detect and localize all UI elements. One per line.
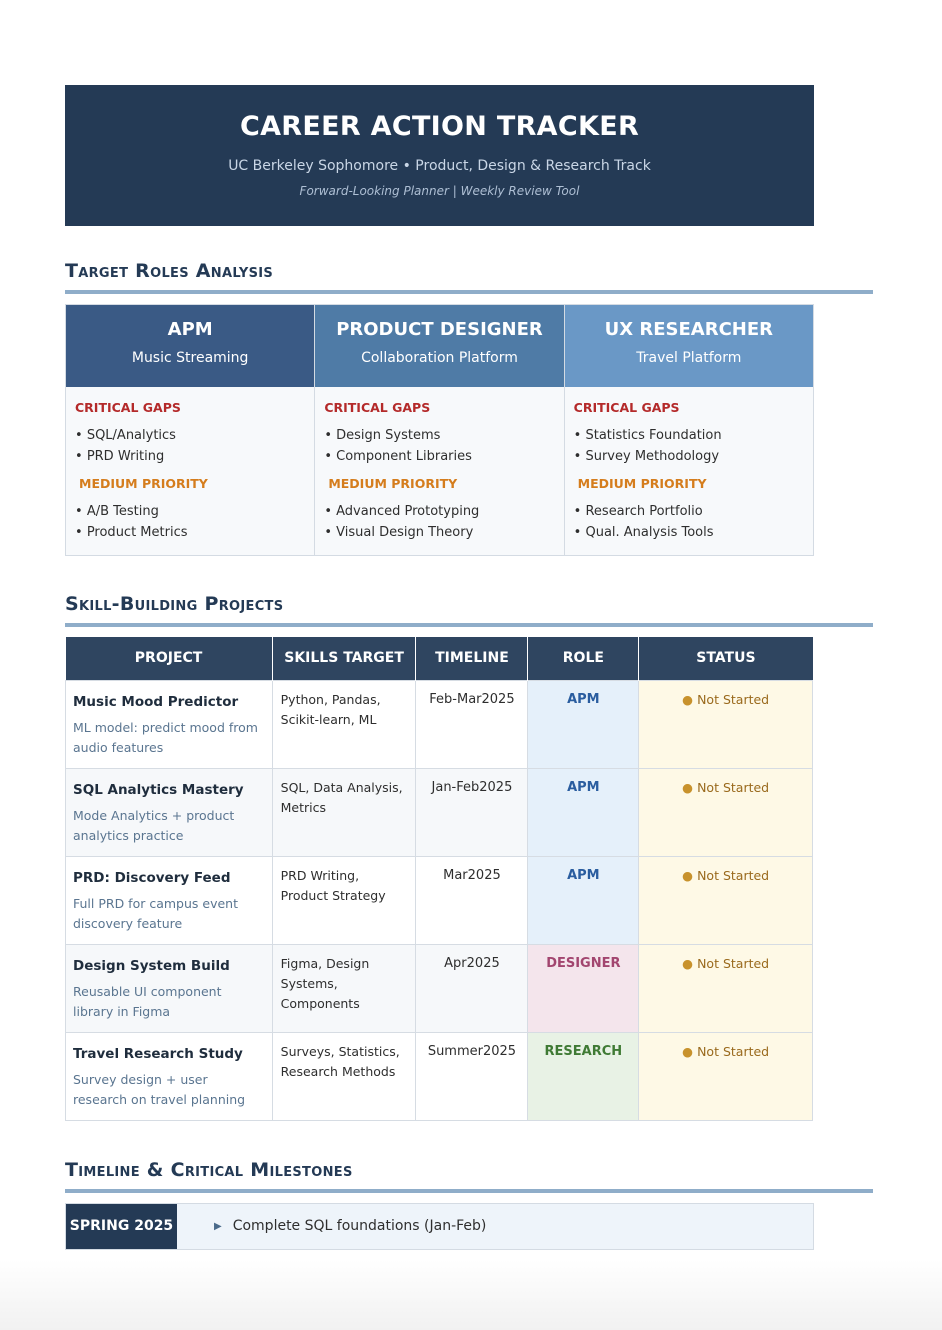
list-item: • PRD Writing — [75, 446, 305, 467]
project-name: Music Mood Predictor — [73, 693, 239, 710]
role-card-ux-researcher — [565, 305, 813, 555]
list-item: • Advanced Prototyping — [324, 501, 554, 522]
section-title-projects: Skill-Building Projects — [65, 593, 284, 615]
list-item: • Qual. Analysis Tools — [574, 522, 804, 543]
timeline-cell — [416, 944, 528, 1032]
table-row — [66, 768, 813, 856]
role-subtitle: Collaboration Platform — [361, 350, 518, 366]
timeline-text: Summer2025 — [427, 1043, 517, 1059]
project-cell — [66, 944, 273, 1032]
project-cell — [66, 856, 273, 944]
role-body — [66, 387, 314, 555]
project-description: Survey design + user research on travel planning — [73, 1071, 246, 1107]
list-item: • Statistics Foundation — [574, 425, 804, 446]
section-title-timeline: Timeline & Critical Milestones — [65, 1158, 353, 1181]
role-badge: APM — [528, 680, 639, 768]
skills-text: Python, Pandas, Scikit-learn, ML — [280, 691, 381, 727]
role-title: APM — [167, 319, 213, 340]
section-divider — [65, 290, 873, 294]
project-name: Travel Research Study — [73, 1045, 243, 1062]
skills-cell — [272, 856, 416, 944]
critical-gaps-list — [75, 425, 305, 467]
role-badge: APM — [528, 768, 639, 856]
status-cell — [639, 856, 813, 944]
role-badge: DESIGNER — [528, 944, 639, 1032]
timeline-cell — [416, 856, 528, 944]
role-body — [565, 387, 813, 555]
skills-cell — [272, 1032, 416, 1120]
list-item: • Design Systems — [324, 425, 554, 446]
role-card-product-designer — [315, 305, 564, 555]
page-bottom-fade — [0, 1260, 942, 1330]
critical-gaps-label: CRITICAL GAPS — [75, 400, 181, 415]
timeline-text: Feb-Mar2025 — [429, 691, 515, 707]
critical-gaps-list — [324, 425, 554, 467]
status-dot-icon: ● — [682, 867, 694, 883]
status-dot-icon: ● — [682, 691, 694, 707]
page-subtitle: UC Berkeley Sophomore • Product, Design & Research Track — [228, 158, 651, 174]
critical-gaps-label: CRITICAL GAPS — [324, 400, 431, 415]
list-item: • SQL/Analytics — [75, 425, 305, 446]
timeline-text: Apr2025 — [444, 955, 500, 971]
project-description: ML model: predict mood from audio features — [73, 719, 258, 755]
role-header — [315, 305, 563, 387]
table-row — [66, 944, 813, 1032]
list-item: • A/B Testing — [75, 501, 305, 522]
project-name: SQL Analytics Mastery — [73, 781, 244, 798]
medium-priority-list — [324, 501, 554, 543]
list-item: • Visual Design Theory — [324, 522, 554, 543]
critical-gaps-label: CRITICAL GAPS — [573, 400, 680, 415]
status-cell — [639, 680, 813, 768]
timeline-text: Jan-Feb2025 — [431, 779, 513, 795]
role-body — [315, 387, 563, 555]
status-text: Not Started — [697, 867, 770, 883]
status-dot-icon: ● — [682, 1043, 694, 1059]
role-subtitle: Music Streaming — [131, 350, 249, 366]
column-header: PROJECT — [66, 637, 273, 680]
role-card-apm — [66, 305, 315, 555]
project-name: PRD: Discovery Feed — [73, 869, 231, 886]
role-header — [66, 305, 314, 387]
page-title: CAREER ACTION TRACKER — [239, 111, 640, 142]
role-badge: RESEARCH — [528, 1032, 639, 1120]
role-title: UX RESEARCHER — [604, 319, 774, 340]
medium-priority-list — [574, 501, 804, 543]
project-description: Mode Analytics + product analytics practice — [73, 807, 235, 843]
status-cell — [639, 768, 813, 856]
project-description: Reusable UI component library in Figma — [73, 983, 222, 1019]
project-cell — [66, 768, 273, 856]
skills-text: SQL, Data Analysis, Metrics — [280, 779, 403, 815]
timeline-cell — [416, 680, 528, 768]
skills-text: Surveys, Statistics, Research Methods — [280, 1043, 400, 1079]
status-text: Not Started — [697, 955, 770, 971]
caret-right-icon: ▶ — [214, 1220, 222, 1232]
status-text: Not Started — [697, 1043, 770, 1059]
projects-table — [65, 637, 813, 1121]
medium-priority-label: MEDIUM PRIORITY — [79, 476, 208, 491]
projects-section — [65, 593, 873, 1121]
section-title-roles: Target Roles Analysis — [65, 260, 274, 282]
page-tagline: Forward-Looking Planner | Weekly Review Tool — [299, 184, 580, 198]
project-cell — [66, 1032, 273, 1120]
table-row — [66, 1032, 813, 1120]
project-description: Full PRD for campus event discovery feature — [73, 895, 238, 931]
status-cell — [639, 944, 813, 1032]
table-header-row — [66, 637, 813, 680]
project-name: Design System Build — [73, 957, 230, 974]
critical-gaps-list — [574, 425, 804, 467]
medium-priority-label: MEDIUM PRIORITY — [328, 476, 458, 491]
milestone-text: Complete SQL foundations (Jan-Feb) — [232, 1218, 487, 1234]
medium-priority-label: MEDIUM PRIORITY — [577, 476, 707, 491]
table-row — [66, 680, 813, 768]
skills-text: PRD Writing, Product Strategy — [280, 867, 386, 903]
role-title: PRODUCT DESIGNER — [336, 319, 543, 340]
status-dot-icon: ● — [682, 779, 694, 795]
list-item: • Research Portfolio — [574, 501, 804, 522]
status-dot-icon: ● — [682, 955, 694, 971]
medium-priority-list — [75, 501, 305, 543]
timeline-cell — [416, 768, 528, 856]
column-header: SKILLS TARGET — [272, 637, 416, 680]
milestone-item — [177, 1204, 486, 1249]
role-subtitle: Travel Platform — [636, 350, 742, 366]
role-header — [565, 305, 813, 387]
roles-grid — [65, 304, 814, 556]
header-banner — [65, 85, 814, 226]
status-text: Not Started — [697, 691, 770, 707]
column-header: STATUS — [639, 637, 813, 680]
milestone-period: SPRING 2025 — [66, 1204, 177, 1249]
timeline-cell — [416, 1032, 528, 1120]
skills-cell — [272, 944, 416, 1032]
role-badge: APM — [528, 856, 639, 944]
list-item: • Survey Methodology — [574, 446, 804, 467]
milestone-row — [65, 1203, 814, 1250]
section-divider — [65, 623, 873, 627]
status-text: Not Started — [697, 779, 770, 795]
status-cell — [639, 1032, 813, 1120]
timeline-section — [65, 1159, 873, 1250]
roles-section — [65, 260, 873, 556]
table-row — [66, 856, 813, 944]
section-divider — [65, 1189, 873, 1193]
list-item: • Component Libraries — [324, 446, 554, 467]
column-header: ROLE — [528, 637, 639, 680]
list-item: • Product Metrics — [75, 522, 305, 543]
skills-cell — [272, 680, 416, 768]
project-cell — [66, 680, 273, 768]
timeline-text: Mar2025 — [443, 867, 501, 883]
column-header: TIMELINE — [416, 637, 528, 680]
document-page — [65, 85, 873, 1250]
skills-cell — [272, 768, 416, 856]
skills-text: Figma, Design Systems, Components — [280, 955, 370, 1011]
